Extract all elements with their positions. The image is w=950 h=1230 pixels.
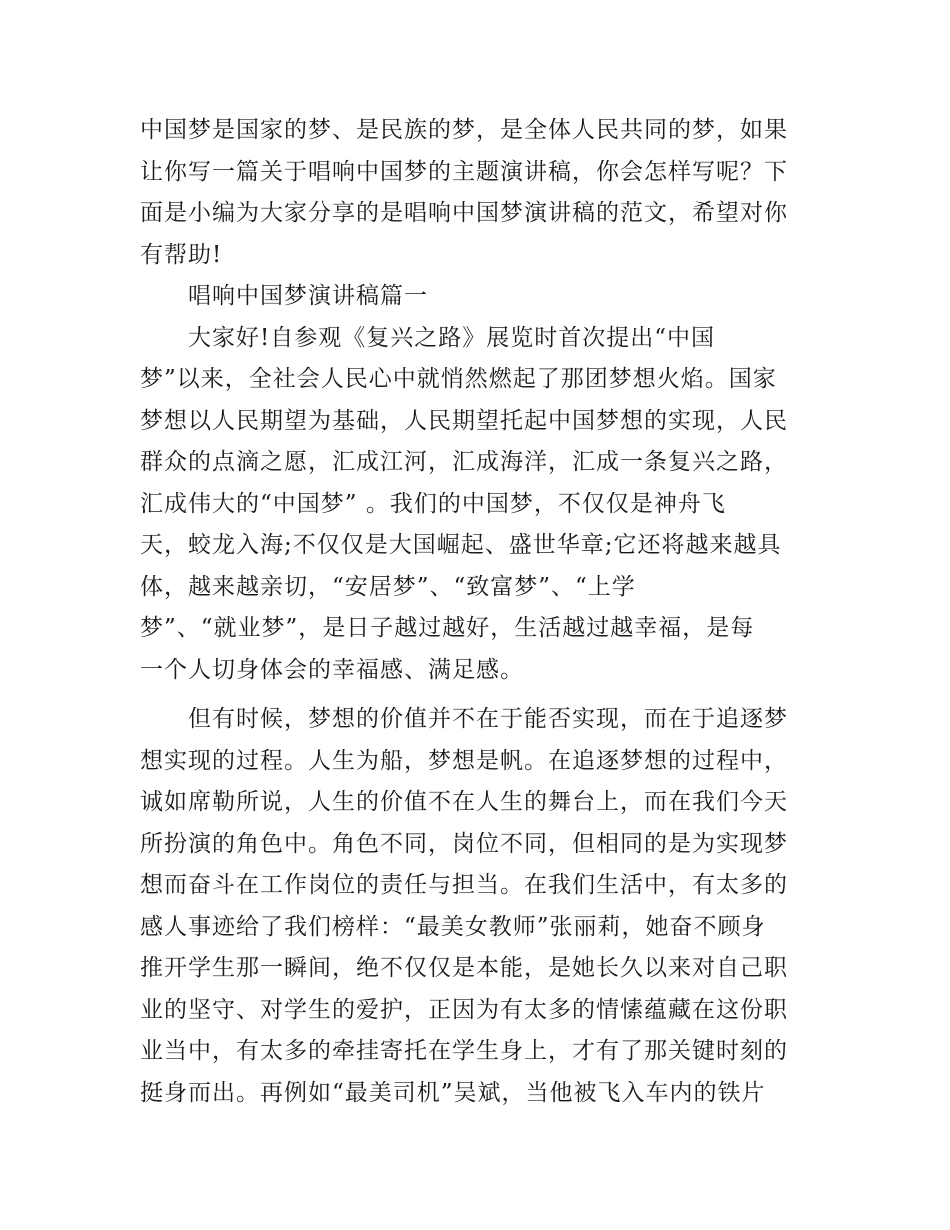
- intro-paragraph: [140, 110, 820, 276]
- text-line: 感人事迹给了我们榜样：“最美女教师”张丽莉，她奋不顾身: [140, 913, 766, 940]
- paragraph-one: [140, 318, 820, 692]
- text-line: 汇成伟大的“中国梦” 。我们的中国梦，不仅仅是神舟飞: [140, 490, 726, 517]
- section-title-text: 唱响中国梦演讲稿篇一: [188, 283, 428, 309]
- text-line: 但有时候，梦想的价值并不在于能否实现，而在于追逐梦: [188, 706, 788, 732]
- text-line: 挺身而出。再例如“最美司机”吴斌，当他被飞入车内的铁片: [140, 1079, 766, 1106]
- text-line: 业当中，有太多的牵挂寄托在学生身上，才有了那关键时刻的: [140, 1038, 788, 1064]
- text-line: 梦”以来，全社会人民心中就悄然燃起了那团梦想火焰。国家: [140, 366, 777, 392]
- text-line: 让你写一篇关于唱响中国梦的主题演讲稿，你会怎样写呢？下: [140, 158, 788, 185]
- text-line: 想而奋斗在工作岗位的责任与担当。在我们生活中，有太多的: [140, 872, 788, 898]
- paragraph-spacer: [140, 691, 820, 699]
- text-line: 所扮演的角色中。角色不同，岗位不同，但相同的是为实现梦: [140, 830, 788, 857]
- text-line: 推开学生那一瞬间，绝不仅仅是本能，是她长久以来对自己职: [140, 955, 788, 981]
- section-title: [140, 276, 820, 318]
- text-line: 体，越来越亲切，“安居梦”、“致富梦”、“上学: [140, 573, 636, 600]
- text-line: 天，蛟龙入海;不仅仅是大国崛起、盛世华章;它还将越来越具: [140, 532, 782, 558]
- text-line: 业的坚守、对学生的爱护，正因为有太多的情愫蕴藏在这份职: [140, 996, 788, 1023]
- text-line: 梦”、“就业梦”，是日子越过越好，生活越过越幸福，是每: [140, 615, 755, 641]
- text-line: 诚如席勒所说，人生的价值不在人生的舞台上，而在我们今天: [140, 789, 788, 815]
- text-line: 大家好!自参观《复兴之路》展览时首次提出“中国: [188, 324, 716, 351]
- text-line: 想实现的过程。人生为船，梦想是帆。在追逐梦想的过程中，: [140, 747, 788, 774]
- text-line: 中国梦是国家的梦、是民族的梦，是全体人民共同的梦，如果: [140, 117, 788, 143]
- paragraph-two: [140, 699, 820, 1114]
- text-line: 面是小编为大家分享的是唱响中国梦演讲稿的范文，希望对你: [140, 200, 788, 226]
- text-line: 一个人切身体会的幸福感、满足感。: [140, 656, 524, 683]
- document-body: [140, 110, 820, 1114]
- text-line: 梦想以人民期望为基础，人民期望托起中国梦想的实现，人民: [140, 407, 788, 434]
- text-line: 群众的点滴之愿，汇成江河，汇成海洋，汇成一条复兴之路，: [140, 449, 788, 475]
- text-line: 有帮助!: [140, 241, 223, 268]
